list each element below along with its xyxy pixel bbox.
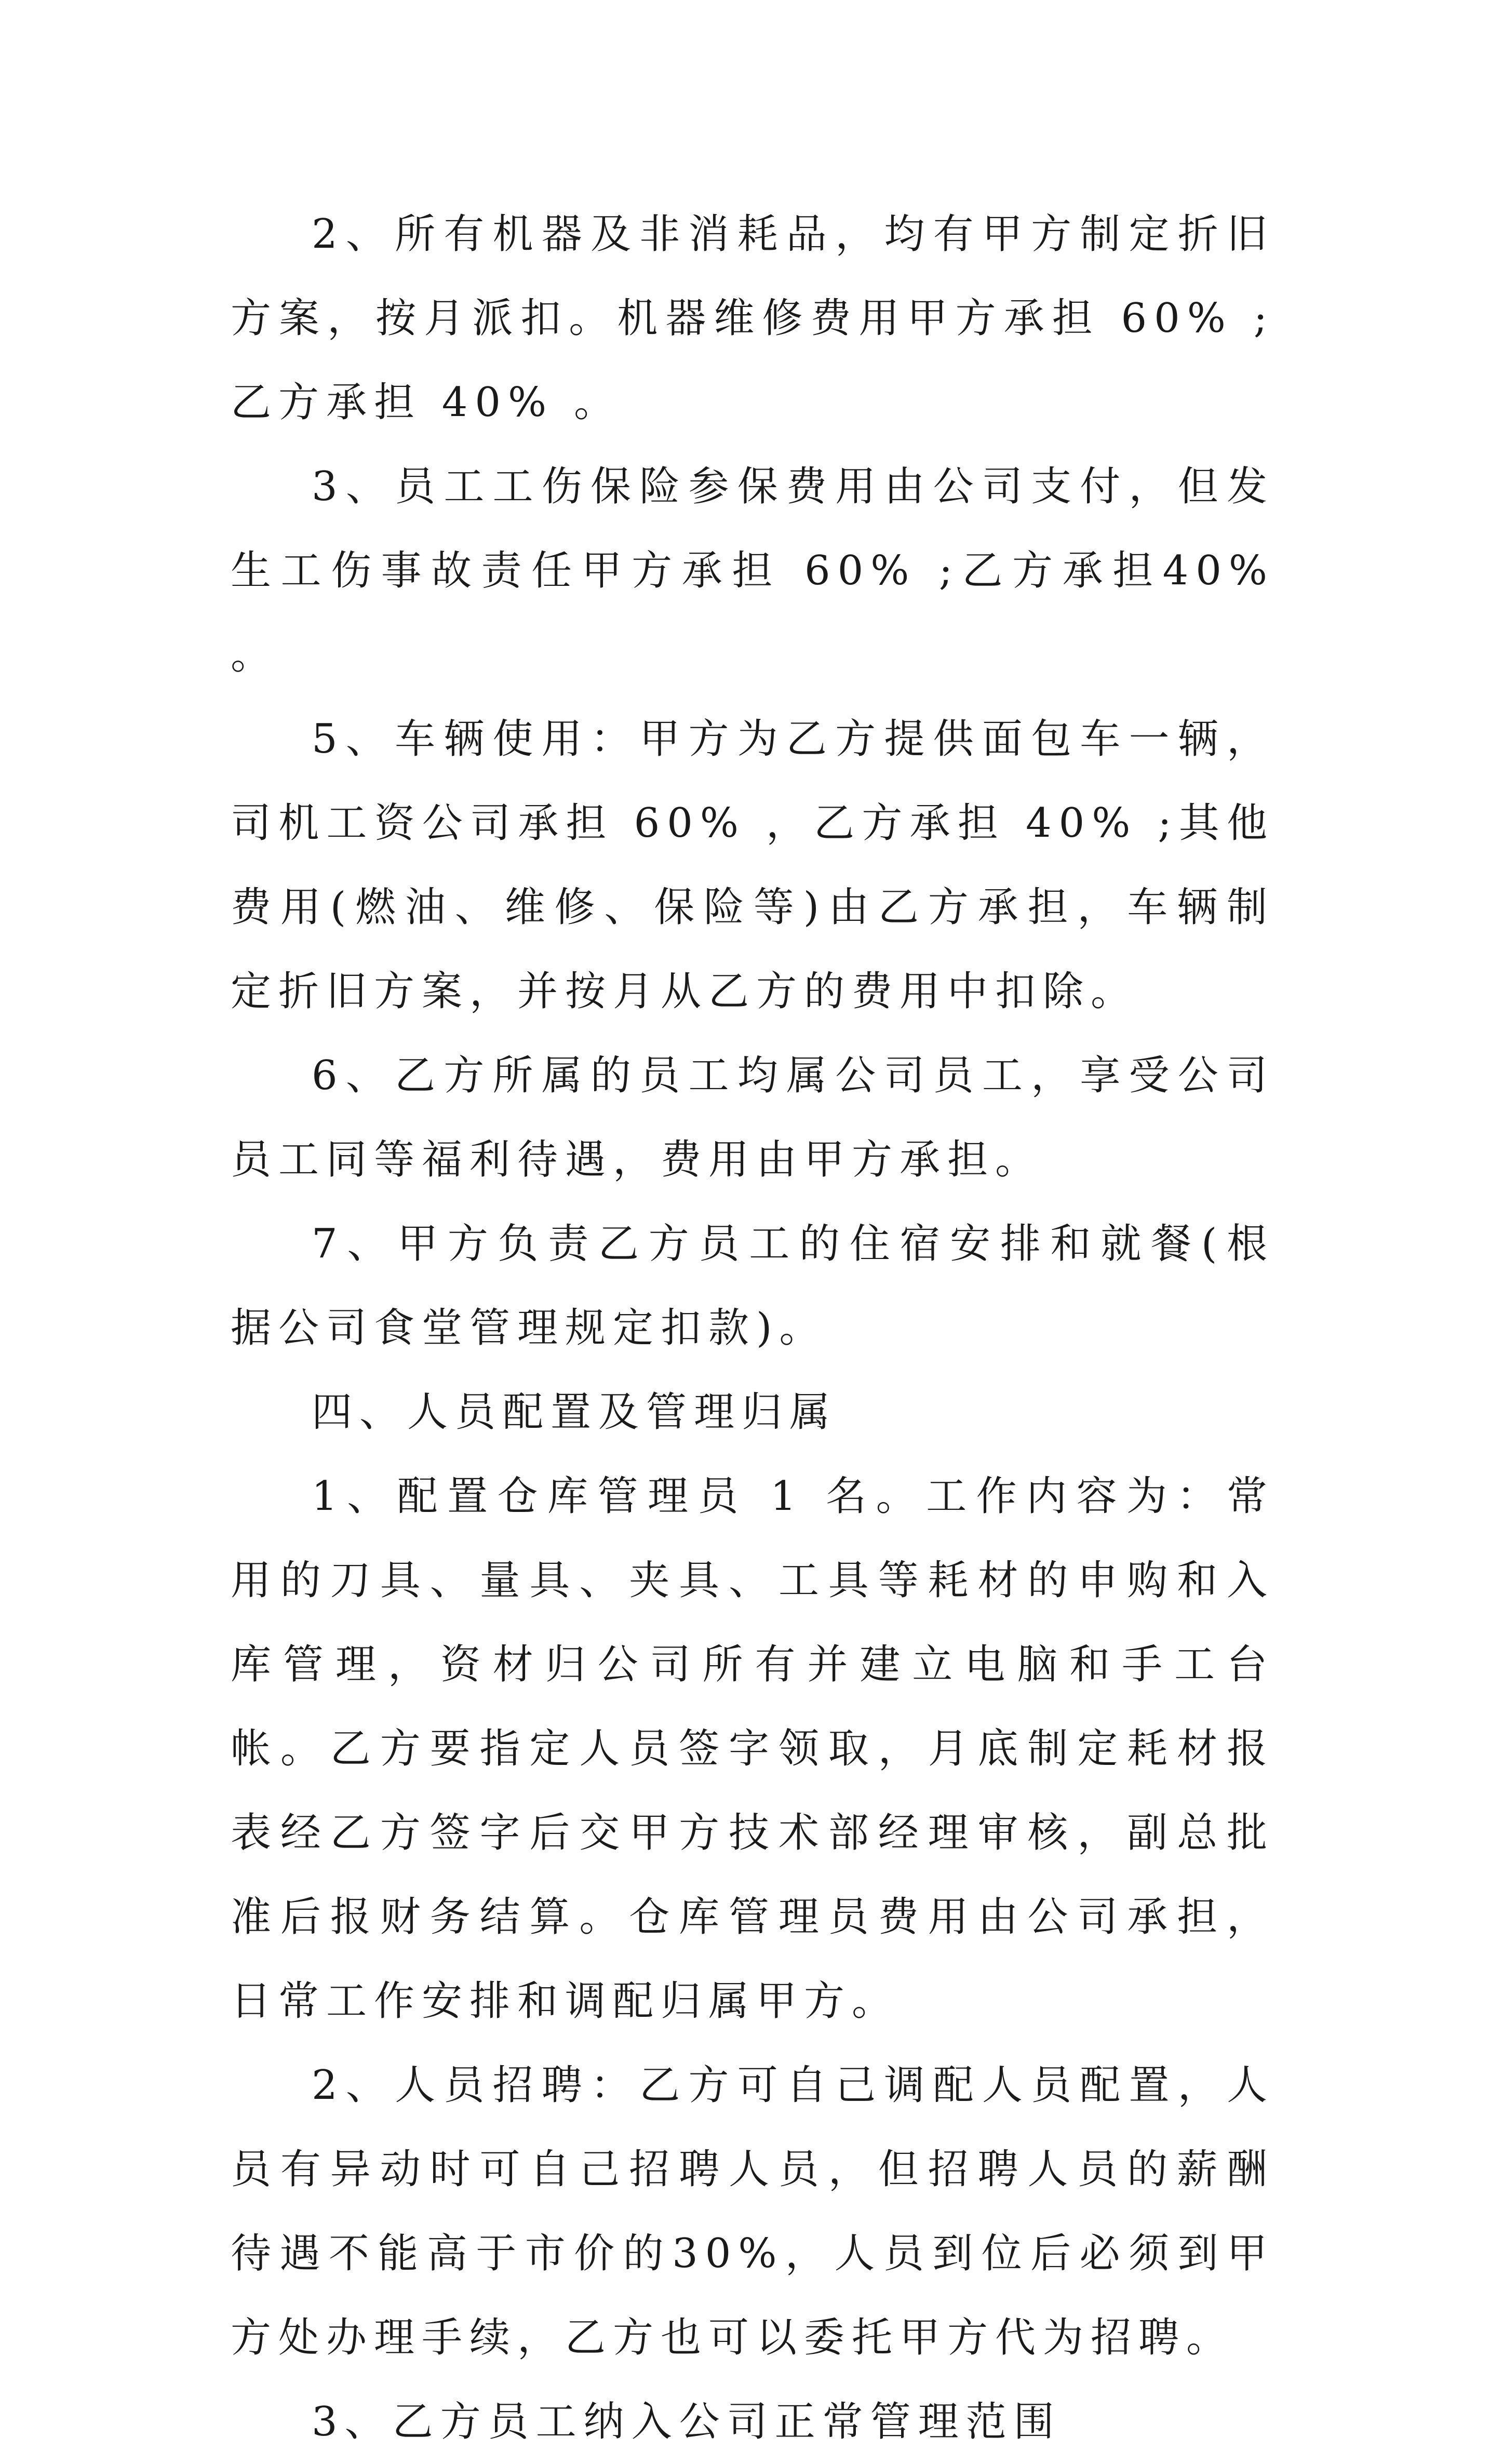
paragraph-injury-insurance: 3、员工工伤保险参保费用由公司支付，但发生工伤事故责任甲方承担 60% ;乙方承担40% 。 <box>231 463 1274 678</box>
section-heading-staffing: 四、人员配置及管理归属 <box>312 1389 838 1436</box>
paragraph-staff-management: 3、乙方员工纳入公司正常管理范围 <box>312 2399 1062 2445</box>
paragraph-employee-benefits: 6、乙方所属的员工均属公司员工，享受公司员工同等福利待遇，费用由甲方承担。 <box>231 1052 1274 1183</box>
paragraph-recruitment: 2、人员招聘：乙方可自己调配人员配置，人员有异动时可自己招聘人员，但招聘人员的薪酬待遇不能高于市价的30%，人员到位后必须到甲方处办理手续，乙方也可以委托甲方代为招聘。 <box>231 2062 1274 2361</box>
paragraph-vehicle-use: 5、车辆使用：甲方为乙方提供面包车一辆，司机工资公司承担 60% ，乙方承担 40% ;其他费用(燃油、维修、保险等)由乙方承担，车辆制定折旧方案，并按月从乙方的费用中扣除。 <box>231 716 1274 1015</box>
paragraph-machine-depreciation: 2、所有机器及非消耗品，均有甲方制定折旧方案，按月派扣。机器维修费用甲方承担 60% ;乙方承担 40% 。 <box>231 211 1274 426</box>
document-body <box>231 192 1274 2464</box>
paragraph-warehouse-manager: 1、配置仓库管理员 1 名。工作内容为：常用的刀具、量具、夹具、工具等耗材的申购和入库管理，资材归公司所有并建立电脑和手工台帐。乙方要指定人员签字领取，月底制定耗材报表经乙方签字后交甲方技术部经理审核，副总批准后报财务结算。仓库管理员费用由公司承担，日常工作安排和调配归属甲方。 <box>231 1473 1274 2025</box>
paragraph-accommodation: 7、甲方负责乙方员工的住宿安排和就餐(根据公司食堂管理规定扣款)。 <box>231 1221 1274 1351</box>
